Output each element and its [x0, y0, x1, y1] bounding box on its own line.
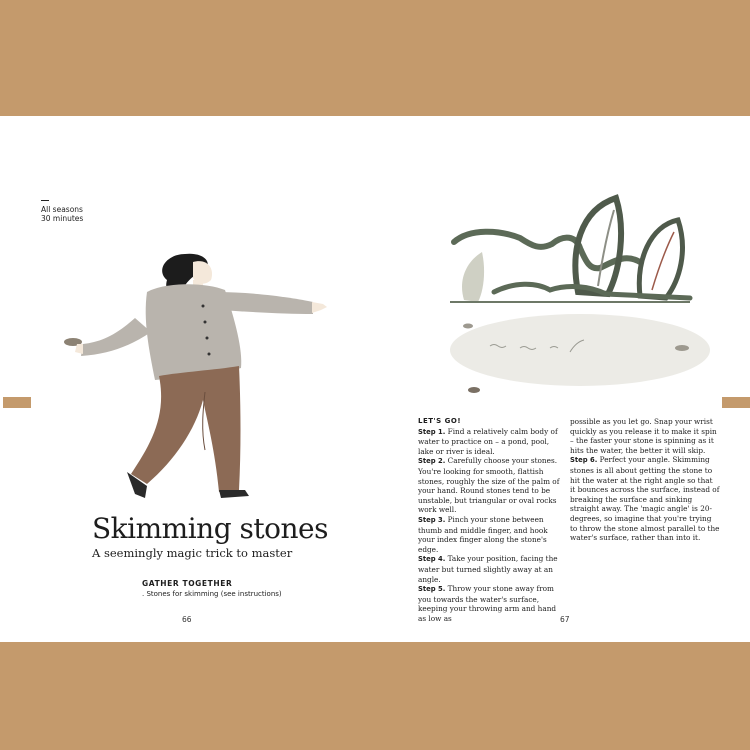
step-6: [570, 455, 720, 542]
step-3-label: Step 3.: [418, 515, 446, 524]
instructions-column-2: [570, 417, 720, 543]
step-4-text: Take your position, facing the water but turned slightly away at an angle.: [418, 554, 558, 584]
step-4: [418, 554, 563, 584]
step-3-text: Pinch your stone between thumb and middle finger, and hook your index finger along the stone's edge.: [418, 514, 548, 554]
page-number-right: 67: [560, 615, 570, 624]
step-5: [418, 584, 563, 623]
step-5-continued: possible as you let go. Snap your wrist quickly as you release it to make it spin – the faster your stone is spinning as it hits the water, the better it will skip.: [570, 417, 717, 455]
step-6-label: Step 6.: [570, 456, 598, 465]
meta-rule: [41, 200, 49, 201]
stone-thrower-illustration: [55, 240, 345, 510]
step-4-label: Step 4.: [418, 555, 446, 564]
step-3: [418, 515, 563, 554]
step-1: [418, 427, 563, 457]
right-page-tab: [722, 397, 750, 408]
step-5-text: Throw your stone away from you towards the water's surface, keeping your throwing arm and hand as low as: [418, 584, 557, 623]
step-2: [418, 456, 563, 515]
instructions-column-1: [418, 417, 563, 623]
step-5-label: Step 5.: [418, 585, 446, 594]
step-2-text: Carefully choose your stones. You're looking for smooth, flattish stones, roughly the size of the palm of your hand. Round stones tend to be unstable, but triangular or oval rocks work well.: [418, 456, 560, 515]
page-title: Skimming stones: [92, 512, 328, 545]
gather-heading: GATHER TOGETHER: [142, 579, 233, 588]
lets-go-heading: LET'S GO!: [418, 417, 462, 425]
pond-landscape-illustration: [440, 190, 710, 400]
duration-label: 30 minutes: [41, 214, 84, 223]
step-1-text: Find a relatively calm body of water to practice on – a pond, pool, lake or river is ideal.: [418, 426, 558, 456]
step-2-label: Step 2.: [418, 457, 446, 466]
season-label: All seasons: [41, 205, 83, 214]
left-page-tab: [3, 397, 31, 408]
step-6-text: Perfect your angle. Skimming stones is all about getting the stone to hit the water at the right angle so that it bounces across the surface, instead of breaking the surface and sinking straight away. The 'magic angle' is 20-degrees, so imagine that you're trying to throw the stone almost parallel to the water's surface, rather than into it.: [570, 455, 720, 543]
gather-item: . Stones for skimming (see instructions): [142, 590, 282, 598]
step-1-label: Step 1.: [418, 427, 446, 436]
page-subtitle: A seemingly magic trick to master: [92, 546, 293, 560]
page-number-left: 66: [182, 615, 192, 624]
